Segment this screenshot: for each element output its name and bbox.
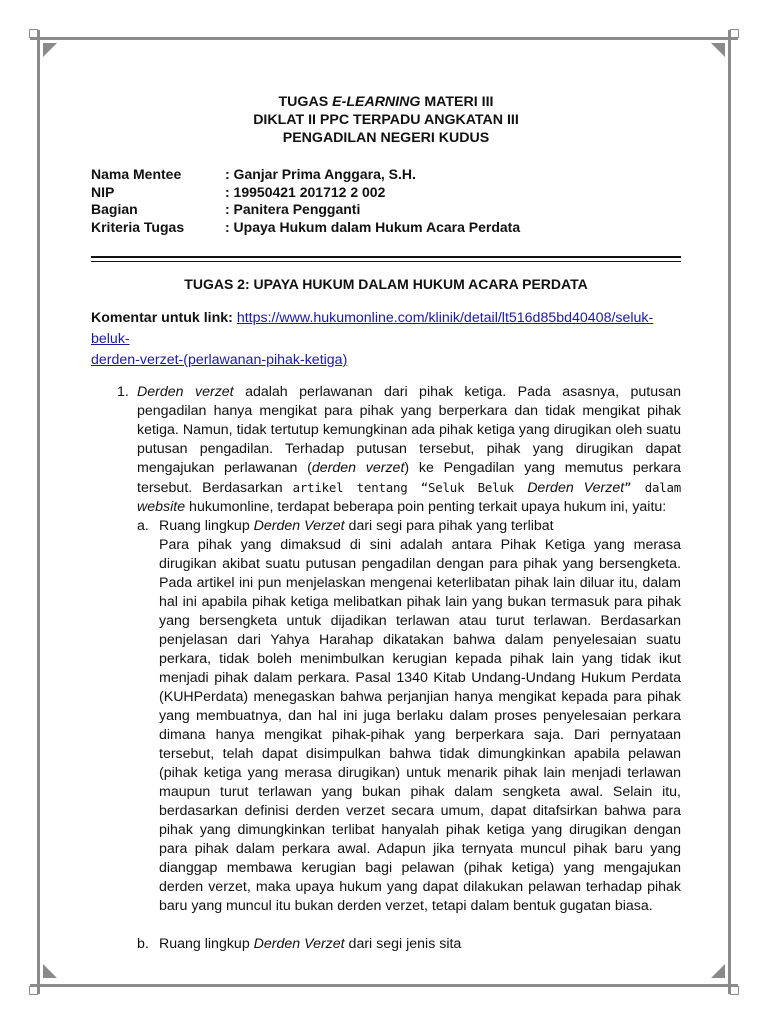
meta-label: NIP (91, 183, 115, 200)
section-title: TUGAS 2: UPAYA HUKUM DALAM HUKUM ACARA PERDATA (184, 276, 588, 292)
title-line-2: DIKLAT II PPC TERPADU ANGKATAN III (253, 112, 519, 128)
meta-row (91, 201, 681, 219)
sub-heading-text: dari segi para pihak yang terlibat (344, 518, 554, 534)
meta-value: : Panitera Pengganti (225, 201, 361, 217)
term-italic: derden verzet (311, 460, 405, 476)
term-italic: Derden Verzet (527, 480, 625, 496)
item-text: ) ke Pengadilan yang memutus perkara tersebut. Berdasarkan (137, 460, 681, 496)
list-number: 1. (117, 384, 129, 400)
frame-corner-bl (29, 986, 38, 995)
frame-bottom (30, 984, 738, 987)
term-italic: website (137, 499, 186, 515)
article-link-part-1: https://www.hukumonline.com/klinik/detail/lt516d85bd40408/seluk-beluk- (91, 310, 654, 347)
sub-a-paragraph: Para pihak yang dimaksud di sini adalah antara Pihak Ketiga yang merasa dirugikan akibat suatu putusan pengadilan dengan para pihak yang bersengketa. Pada artikel ini pun menjelaskan mengenai keterlibatan pihak lain diluar itu, dalam hal ini apabila pihak ketiga melibatkan pihak lain yang bukan termasuk para pihak yang bersengketa untuk dijadikan terlawan atau turut terlawan. Berdasarkan penjelasan dari Yahya Harahap dikatakan bahwa dalam penyelesaian suatu perkara, tidak boleh menimbulkan kerugian kepada pihak lain yang tidak ikut menjadi pihak dalam perkara. Pasal 1340 Kitab Undang-Undang Hukum Perdata (KUHPerdata) menegaskan bahwa perjanjian hanya mengikat kepada para pihak yang membuatnya, dan hal ini juga berlaku dalam proses penyelesaian perkara dimana hanya mengikat pihak-pihak yang berperkara saja. Dari pernyataan tersebut, telah dapat disimpulkan bahwa tidak dimungkinkan apabila pelawan (pihak ketiga yang merasa dirugikan) untuk menarik pihak lain menjadi terlawan maupun turut terlawan yang bukan pihak dalam sengketa awal. Selain itu, berdasarkan definisi derden verzet secara umum, dapat ditafsirkan bahwa para pihak yang dimungkinkan terlibat hanyalah pihak ketiga yang dirugikan dengan para pihak dalam perkara awal. Adapun jika ternyata muncul pihak baru yang dianggap membawa kerugian bagi pelawan (pihak ketiga) yang mengajukan derden verzet, maka upaya hukum yang dapat dilakukan pelawan terhadap pihak baru yang muncul itu bukan derden verzet, tetapi dalam bentuk gugatan biasa. (159, 537, 681, 914)
item-text-mono: artikel tentang “Seluk Beluk (292, 480, 528, 495)
komentar-label: Komentar untuk link: (91, 310, 233, 326)
meta-row (91, 184, 681, 202)
document-title (91, 93, 681, 147)
document-page (91, 93, 681, 954)
meta-label: Nama Mentee (91, 166, 182, 182)
term-italic: Derden verzet (137, 384, 234, 400)
item-text-mono: ” dalam (624, 480, 681, 495)
list-item-1 (91, 383, 681, 954)
frame-triangle-tl (43, 43, 57, 57)
sub-letter: b. (137, 936, 149, 952)
frame-triangle-tr (711, 43, 725, 57)
frame-top (30, 37, 738, 40)
meta-value: : 19950421 201712 2 002 (225, 183, 386, 200)
meta-row (91, 219, 681, 237)
list-item-body (137, 383, 681, 954)
item-text: adalah perlawanan dari pihak ketiga. Pada asasnya, putusan pengadilan hanya mengikat para pihak yang berperkara dan tidak mengikat pihak ketiga. Namun, tidak tertutup kemungkinan ada pihak ketiga yang dirugikan oleh suatu putusan pengadilan. Terhadap putusan tersebut, pihak yang dirugikan dapat mengajukan perlawanan ( (137, 384, 681, 476)
frame-corner-tl (29, 29, 38, 38)
komentar-line (91, 308, 681, 371)
article-link-part-2: derden-verzet-(perlawanan-pihak-ketiga) (91, 352, 348, 368)
sub-heading-text: dari segi jenis sita (344, 936, 462, 952)
sub-heading-italic: Derden Verzet (253, 518, 345, 534)
item-text: hukumonline, terdapat beberapa poin penting terkait upaya hukum ini, yaitu: (185, 499, 667, 515)
meta-label: Bagian (91, 201, 138, 217)
meta-value: : Ganjar Prima Anggara, S.H. (225, 166, 416, 182)
frame-left (37, 30, 40, 994)
mentee-info (91, 166, 681, 236)
frame-triangle-bl (43, 964, 57, 978)
sub-letter: a. (137, 518, 149, 534)
title-line-1 (91, 93, 681, 111)
meta-row (91, 166, 681, 184)
sub-item-a (137, 517, 681, 536)
title-prefix: TUGAS (278, 94, 329, 110)
double-rule-divider (91, 256, 681, 262)
title-suffix: MATERI III (424, 94, 494, 110)
frame-triangle-br (711, 964, 725, 978)
sub-heading-text: Ruang lingkup (159, 518, 254, 534)
sub-heading (159, 517, 681, 536)
sub-heading-italic: Derden Verzet (253, 936, 345, 952)
meta-label: Kriteria Tugas (91, 218, 185, 235)
numbered-list (91, 383, 681, 954)
frame-corner-tr (730, 29, 739, 38)
frame-corner-br (730, 986, 739, 995)
meta-value: : Upaya Hukum dalam Hukum Acara Perdata (225, 218, 521, 235)
frame-right (728, 30, 731, 994)
title-italic: E-LEARNING (332, 94, 421, 110)
sub-heading-text: Ruang lingkup (159, 936, 254, 952)
sub-item-b (137, 935, 681, 954)
title-line-3: PENGADILAN NEGERI KUDUS (282, 130, 490, 146)
sub-heading (159, 935, 681, 954)
